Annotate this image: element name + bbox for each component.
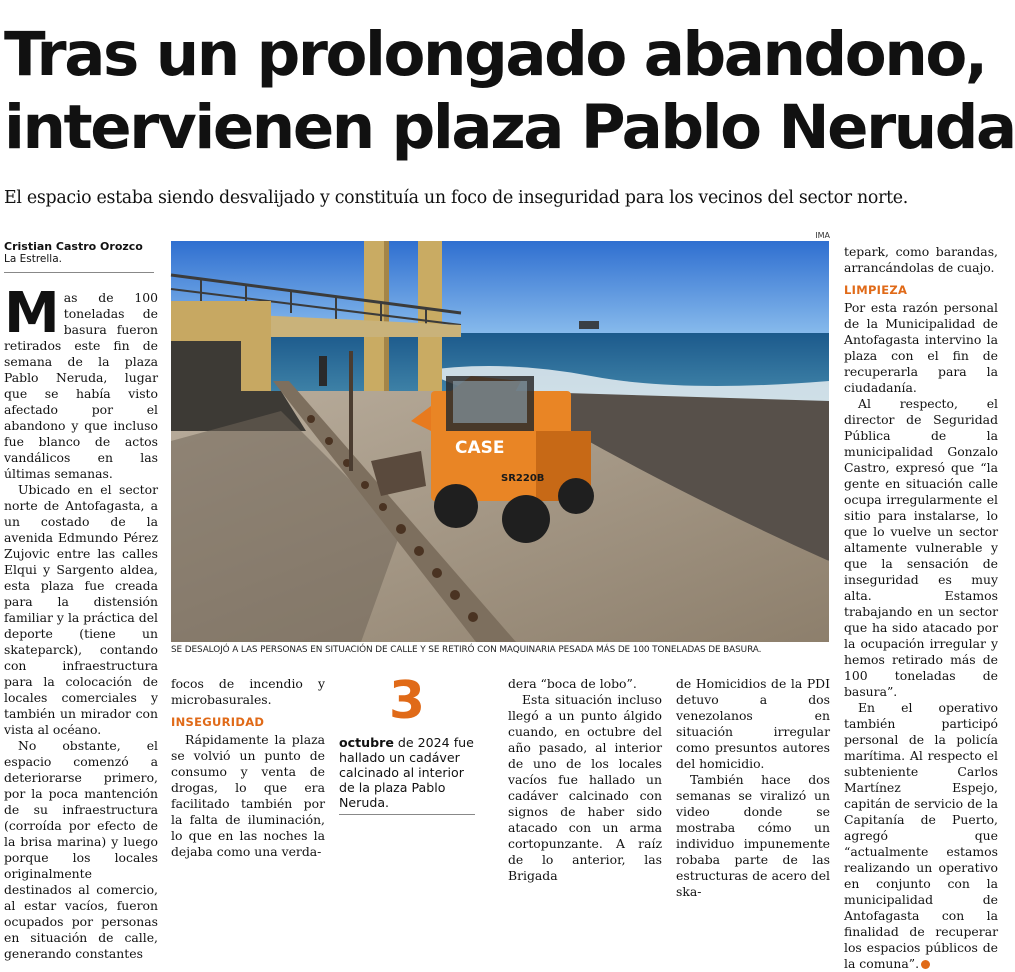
article-paragraph: Por esta razón personal de la Municipalidad de Antofagasta intervino la plaza con el fin de recuperarla para la ciudadanía.: [844, 300, 998, 395]
article-paragraph: [4, 281, 158, 482]
article-photo: [171, 241, 829, 642]
loader-cab-window: [453, 381, 527, 423]
headline-line-2: intervienen plaza Pablo Neruda: [4, 92, 1015, 163]
photo-post: [349, 351, 353, 471]
article-paragraph: Ubicado en el sector norte de Antofagasta, a un costado de la avenida Edmundo Pérez Zujovic entre las calles Elqui y Sargento aldea, esta plaza fue creada para la distensión familiar y la práctica del deporte (tiene un skateparck), contando con infraestructura para la colocación de locales comerciales y también un mirador con vista al océano.: [4, 482, 158, 737]
photo-pillar-right: [418, 241, 442, 391]
article-paragraph: dera “boca de lobo”.: [508, 676, 637, 691]
photo-credit: IMA: [815, 231, 830, 240]
section-heading-limpieza: LIMPIEZA: [844, 283, 908, 297]
photo-caption: SE DESALOJÓ A LAS PERSONAS EN SITUACIÓN DE CALLE Y SE RETIRÓ CON MAQUINARIA PESADA MÁS DE 100 TONELADAS DE BASURA.: [171, 645, 762, 655]
byline-rule: [4, 272, 154, 273]
article-column-4: [508, 676, 662, 883]
section-heading-inseguridad: INSEGURIDAD: [171, 715, 265, 729]
article-paragraph: No obstante, el espacio comenzó a deteriorarse primero, por la poca mantención de su infraestructura (corroída por efecto de la brisa marina) y luego porque los locales originalmente destinados al comercio, al estar vacíos, fueron ocupados por personas en situación de calle, generando constantes: [4, 738, 158, 961]
article-paragraph: Rápidamente la plaza se volvió un punto de consumo y venta de drogas, lo que era facilitado también por la falta de iluminación, lo que en las noches la dejaba como una verda-: [171, 732, 325, 859]
article-column-2: [171, 676, 325, 859]
stat-number: 3: [388, 671, 426, 731]
byline-author: Cristian Castro Orozco: [4, 240, 143, 253]
lead-text: as de 100 toneladas de basura fueron retirados este fin de semana de la plaza Pablo Neruda, lugar que se había visto afectado por el abandono y que incluso fue blanco de actos vandálicos en las últimas semanas.: [4, 290, 158, 481]
article-column-1: [4, 281, 158, 961]
loader-brand-label: CASE: [455, 438, 505, 458]
stat-text: [339, 735, 475, 810]
article-paragraph: [844, 700, 998, 972]
article-paragraph: tepark, como barandas, arrancándolas de cuajo.: [844, 244, 998, 275]
drop-cap: M: [4, 281, 60, 346]
stat-rule: [339, 814, 475, 815]
article-column-5: [676, 676, 830, 899]
article-column-6: [844, 244, 998, 971]
article-paragraph: focos de incendio y microbasurales.: [171, 676, 325, 707]
end-of-article-icon: [921, 960, 930, 969]
article-paragraph: Al respecto, el director de Seguridad Pública de la municipalidad Gonzalo Castro, expresó que “la gente en situación calle ocupa irregularmente el sitio para instalarse, lo que lo vuelve un sector altamente vulnerable y que la sensación de inseguridad es muy alta. Estamos trabajando en un sector que ha sido atacado por la ocupación irregular y hemos retirado más de 100 toneladas de basura”.: [844, 396, 998, 699]
article-paragraph: de Homicidios de la PDI detuvo a dos venezolanos en situación irregular como presuntos autores del homicidio.: [676, 676, 830, 771]
loader-wheel: [502, 495, 550, 543]
loader-model-label: SR220B: [501, 473, 545, 484]
headline-line-1: Tras un prolongado abandono,: [4, 19, 986, 90]
byline: [4, 240, 154, 273]
article-paragraph: También hace dos semanas se viralizó un video donde se mostraba cómo un individuo impunemente robaba parte de las estructuras de acero del ska-: [676, 772, 830, 899]
headline: [4, 18, 1015, 164]
closing-text: En el operativo también participó personal de la policía marítima. Al respecto el subteniente Carlos Martínez Espejo, capitán de servicio de la Capitanía de Puerto, agregó que “actualmente estamos realizando un operativo en conjunto con la municipalidad de Antofagasta con la finalidad de recuperar los espacios públicos de la comuna”.: [844, 700, 998, 971]
stat-highlight: [339, 671, 475, 815]
stat-text-body: de 2024 fue hallado un cadáver calcinado al interior de la plaza Pablo Neruda.: [339, 735, 474, 810]
loader-wheel: [434, 484, 478, 528]
photo-left-block-shadow: [171, 341, 241, 391]
byline-outlet: La Estrella.: [4, 253, 62, 265]
loader-wheel: [558, 478, 594, 514]
subheadline: El espacio estaba siendo desvalijado y constituía un foco de inseguridad para los vecinos del sector norte.: [4, 188, 909, 208]
stat-text-bold: octubre: [339, 735, 394, 750]
photo-ship: [579, 321, 599, 329]
photo-person: [319, 356, 327, 386]
article-paragraph: Esta situación incluso llegó a un punto álgido cuando, en octubre del año pasado, al interior de uno de los locales vacíos fue hallado un cadáver calcinado con signos de haber sido atacado con un arma cortopunzante. A raíz de lo anterior, las Brigada: [508, 692, 662, 883]
